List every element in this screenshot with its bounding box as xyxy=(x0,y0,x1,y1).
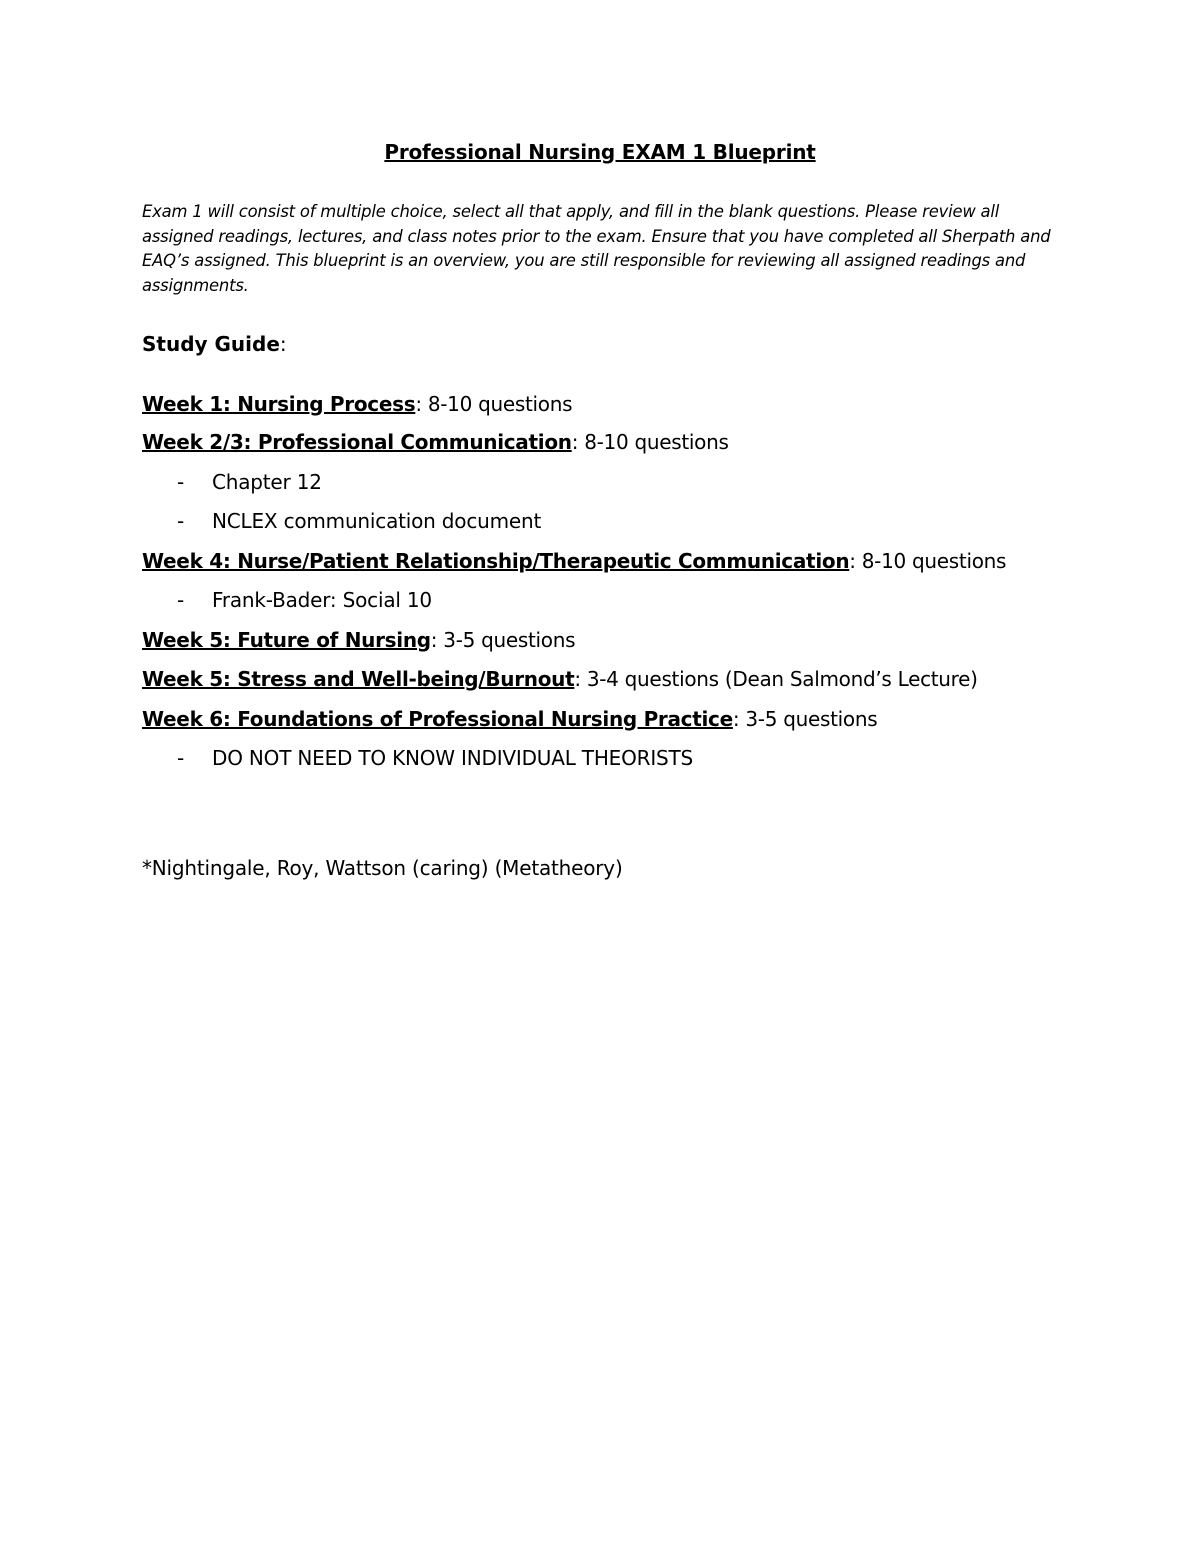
bullet-dash: - xyxy=(177,588,185,612)
week-heading: Week 1: Nursing Process xyxy=(142,392,416,416)
week-detail: : 3-5 questions xyxy=(732,707,878,731)
study-guide-colon: : xyxy=(279,332,287,356)
week-2-3-line xyxy=(142,428,729,456)
bullet-dash: - xyxy=(177,746,185,770)
week-detail: : 8-10 questions xyxy=(415,392,573,416)
week-heading: Week 5: Stress and Well-being/Burnout xyxy=(142,667,575,691)
week-heading: Week 2/3: Professional Communication xyxy=(142,430,572,454)
week-detail: : 3-4 questions (Dean Salmond’s Lecture) xyxy=(574,667,978,691)
bullet-text: DO NOT NEED TO KNOW INDIVIDUAL THEORISTS xyxy=(212,746,694,770)
bullet-text: Frank-Bader: Social 10 xyxy=(212,588,432,612)
week-heading: Week 6: Foundations of Professional Nursing Practice xyxy=(142,707,733,731)
bullet-dash: - xyxy=(177,509,185,533)
document-title: Professional Nursing EXAM 1 Blueprint xyxy=(384,140,816,164)
bullet-item xyxy=(177,468,322,496)
week-5-stress-line xyxy=(142,665,978,693)
week-detail: : 3-5 questions xyxy=(430,628,576,652)
week-detail: : 8-10 questions xyxy=(571,430,729,454)
week-detail: : 8-10 questions xyxy=(849,549,1007,573)
week-4-line xyxy=(142,547,1006,575)
footnote: *Nightingale, Roy, Wattson (caring) (Metatheory) xyxy=(142,856,623,880)
week-5-future-line xyxy=(142,626,575,654)
bullet-text: Chapter 12 xyxy=(212,470,322,494)
study-guide-label: Study Guide xyxy=(142,332,280,356)
intro-paragraph: Exam 1 will consist of multiple choice, select all that apply, and fill in the blank questions. Please review all assigned readings, lectures, and class notes prior to the exam. Ensure that you have completed all Sherpath and EAQ’s assigned. This blueprint is an overview, you are still responsible for reviewing all assigned readings and assignments. xyxy=(142,202,1051,295)
bullet-item xyxy=(177,586,432,614)
week-6-line xyxy=(142,705,877,733)
bullet-item xyxy=(177,744,693,772)
week-heading: Week 4: Nurse/Patient Relationship/Therapeutic Communication xyxy=(142,549,850,573)
week-heading: Week 5: Future of Nursing xyxy=(142,628,431,652)
week-1-line xyxy=(142,390,572,418)
bullet-dash: - xyxy=(177,470,185,494)
bullet-item xyxy=(177,507,541,535)
study-guide-heading xyxy=(142,330,287,358)
bullet-text: NCLEX communication document xyxy=(212,509,542,533)
